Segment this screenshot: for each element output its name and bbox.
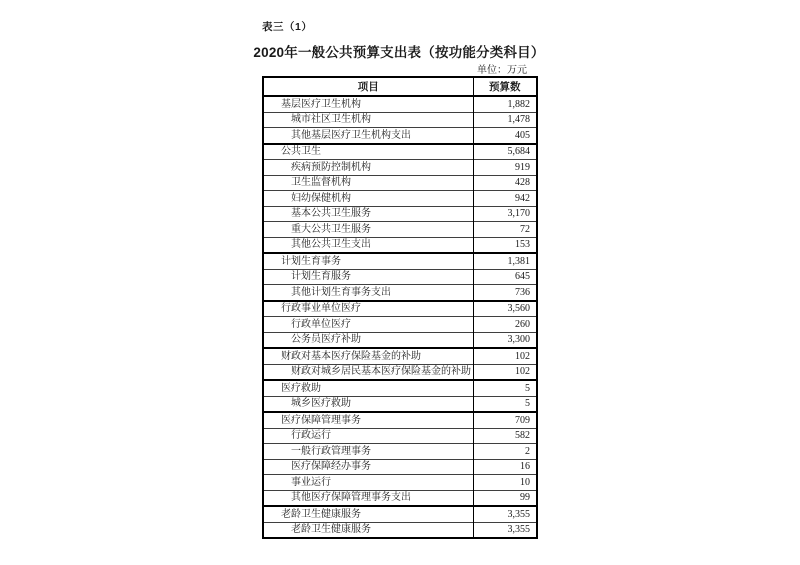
item-cell: 行政事业单位医疗 <box>263 301 473 317</box>
item-cell: 一般行政管理事务 <box>263 444 473 460</box>
value-cell: 1,478 <box>473 112 537 128</box>
value-cell: 709 <box>473 412 537 428</box>
table-row <box>263 428 537 444</box>
table-row <box>263 237 537 253</box>
item-cell: 基本公共卫生服务 <box>263 206 473 222</box>
item-cell: 行政运行 <box>263 428 473 444</box>
value-cell: 582 <box>473 428 537 444</box>
value-cell: 102 <box>473 364 537 380</box>
table-row <box>263 112 537 128</box>
value-cell: 153 <box>473 237 537 253</box>
table-row <box>263 490 537 506</box>
value-cell: 942 <box>473 191 537 207</box>
column-header-budget: 预算数 <box>473 77 537 96</box>
table-row <box>263 301 537 317</box>
item-cell: 事业运行 <box>263 475 473 491</box>
table-row <box>263 222 537 238</box>
item-cell: 行政单位医疗 <box>263 317 473 333</box>
table-header <box>263 77 537 96</box>
item-cell: 计划生育事务 <box>263 253 473 269</box>
value-cell: 2 <box>473 444 537 460</box>
table-row <box>263 144 537 160</box>
item-cell: 其他公共卫生支出 <box>263 237 473 253</box>
value-cell: 3,300 <box>473 332 537 348</box>
table-row <box>263 160 537 176</box>
table-row <box>263 412 537 428</box>
value-cell: 99 <box>473 490 537 506</box>
column-header-item: 项目 <box>263 77 473 96</box>
table-row <box>263 285 537 301</box>
item-cell: 医疗保障经办事务 <box>263 459 473 475</box>
value-cell: 405 <box>473 128 537 144</box>
item-cell: 公务员医疗补助 <box>263 332 473 348</box>
item-cell: 疾病预防控制机构 <box>263 160 473 176</box>
value-cell: 919 <box>473 160 537 176</box>
page-title: 2020年一般公共预算支出表（按功能分类科目） <box>253 45 545 60</box>
table-row <box>263 380 537 396</box>
table-row <box>263 396 537 412</box>
table-row <box>263 269 537 285</box>
table-row <box>263 332 537 348</box>
unit-note: 单位：万元 <box>477 65 527 76</box>
item-cell: 其他医疗保障管理事务支出 <box>263 490 473 506</box>
item-cell: 医疗保障管理事务 <box>263 412 473 428</box>
value-cell: 1,381 <box>473 253 537 269</box>
value-cell: 16 <box>473 459 537 475</box>
table-row <box>263 96 537 112</box>
item-cell: 计划生育服务 <box>263 269 473 285</box>
table-row <box>263 317 537 333</box>
item-cell: 老龄卫生健康服务 <box>263 522 473 538</box>
table-row <box>263 253 537 269</box>
value-cell: 3,355 <box>473 522 537 538</box>
value-cell: 736 <box>473 285 537 301</box>
value-cell: 72 <box>473 222 537 238</box>
value-cell: 260 <box>473 317 537 333</box>
item-cell: 财政对基本医疗保险基金的补助 <box>263 348 473 364</box>
table-row <box>263 191 537 207</box>
table-row <box>263 175 537 191</box>
value-cell: 428 <box>473 175 537 191</box>
table-row <box>263 364 537 380</box>
table-row <box>263 506 537 522</box>
value-cell: 3,170 <box>473 206 537 222</box>
item-cell: 医疗救助 <box>263 380 473 396</box>
item-cell: 其他基层医疗卫生机构支出 <box>263 128 473 144</box>
item-cell: 财政对城乡居民基本医疗保险基金的补助 <box>263 364 473 380</box>
value-cell: 5,684 <box>473 144 537 160</box>
table-body <box>263 96 537 538</box>
item-cell: 卫生监督机构 <box>263 175 473 191</box>
value-cell: 3,355 <box>473 506 537 522</box>
item-cell: 重大公共卫生服务 <box>263 222 473 238</box>
value-cell: 102 <box>473 348 537 364</box>
item-cell: 基层医疗卫生机构 <box>263 96 473 112</box>
item-cell: 城乡医疗救助 <box>263 396 473 412</box>
table-number-label: 表三（1） <box>262 21 313 33</box>
item-cell: 妇幼保健机构 <box>263 191 473 207</box>
budget-table <box>262 76 538 539</box>
header-row <box>263 77 537 96</box>
item-cell: 城市社区卫生机构 <box>263 112 473 128</box>
item-cell: 其他计划生育事务支出 <box>263 285 473 301</box>
table-row <box>263 522 537 538</box>
value-cell: 3,560 <box>473 301 537 317</box>
table-row <box>263 444 537 460</box>
table-row <box>263 128 537 144</box>
item-cell: 老龄卫生健康服务 <box>263 506 473 522</box>
value-cell: 5 <box>473 396 537 412</box>
value-cell: 10 <box>473 475 537 491</box>
item-cell: 公共卫生 <box>263 144 473 160</box>
value-cell: 5 <box>473 380 537 396</box>
value-cell: 1,882 <box>507 98 530 110</box>
table-row <box>263 348 537 364</box>
table-row <box>263 475 537 491</box>
table-row <box>263 206 537 222</box>
table-row <box>263 459 537 475</box>
value-cell: 645 <box>473 269 537 285</box>
